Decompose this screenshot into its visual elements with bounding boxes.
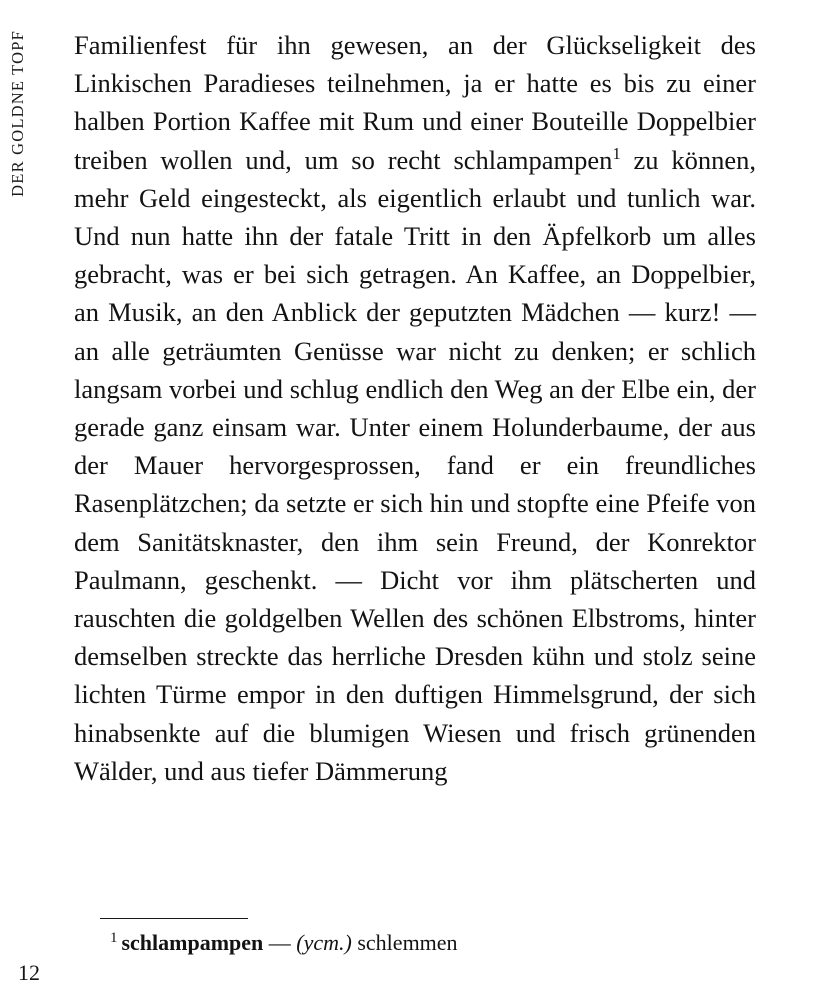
body-paragraph-part-1: Familienfest für ihn gewesen, an der Glückseligkeit des Linkischen Paradieses teilnehmen, ja er hatte es bis zu einer halben Portion Kaffee mit Rum und einer Bouteille Doppelbier treiben wollen und, um so recht schlampampen xyxy=(74,30,756,175)
footnote-marker: 1 xyxy=(110,929,118,946)
body-text-block xyxy=(74,26,756,790)
footnote-dash: — xyxy=(263,930,297,955)
body-paragraph xyxy=(74,26,756,790)
running-head xyxy=(8,30,48,330)
footnote-reference-marker[interactable]: 1 xyxy=(612,143,621,163)
page-number: 12 xyxy=(18,960,40,985)
footnote-definition: schlemmen xyxy=(351,930,458,955)
running-head-label: DER GOLDNE TOPF xyxy=(8,30,27,197)
footnote-block xyxy=(74,918,756,957)
body-paragraph-part-2: zu können, mehr Geld eingesteckt, als eigentlich erlaubt und tunlich war. Und nun hatte ihn der fatale Tritt in den Äpfelkorb um alles gebracht, was er bei sich getragen. An Kaffee, an Doppelbier, an Musik, an den Anblick der geputzten Mädchen — kurz! — an alle geträumten Genüsse war nicht zu denken; er schlich langsam vorbei und schlug endlich den Weg an der Elbe ein, der gerade ganz einsam war. Unter einem Holunderbaume, der aus der Mauer hervorgesprossen, fand er ein freundliches Rasenplätzchen; da setzte er sich hin und stopfte eine Pfeife von dem Sanitätsknaster, den ihm sein Freund, der Konrektor Paulmann, geschenkt. — Dicht vor ihm plätscherten und rauschten die goldgelben Wellen des schönen Elbstroms, hinter demselben streckte das herrliche Dresden kühn und stolz seine lichten Türme empor in den duftigen Himmelsgrund, der sich hinabsenkte auf die blumigen Wiesen und frisch grünenden Wälder, und aus tiefer Dämmerung xyxy=(74,144,756,786)
footnote-abbreviation: (ycm.) xyxy=(296,930,352,955)
footnote-term: schlampampen xyxy=(121,930,264,955)
footnote-separator-rule xyxy=(100,918,248,919)
footnote-entry xyxy=(74,929,756,957)
